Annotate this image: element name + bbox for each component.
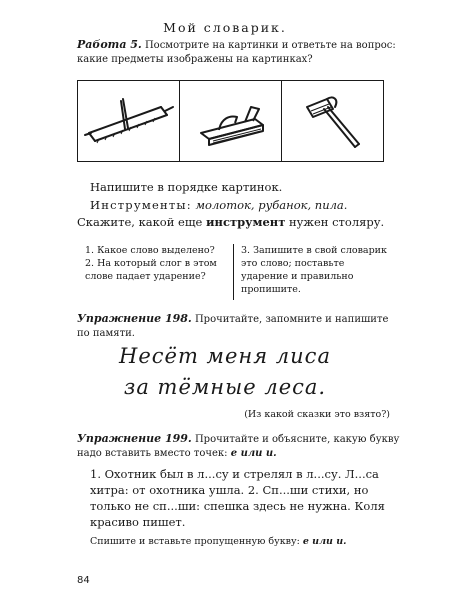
tools-label: Инструменты: bbox=[90, 198, 192, 212]
exercise-198-text: Прочитайте, запомните и напишите по памяти. bbox=[77, 314, 389, 339]
exercise-199-label: Упражнение 199. bbox=[77, 432, 192, 445]
final-letters: е или и. bbox=[302, 536, 347, 547]
carpenter-question bbox=[77, 215, 384, 229]
work5-text: Посмотрите на картинки и ответьте на вопрос: какие предметы изображены на картинках? bbox=[77, 40, 396, 65]
exercise-199 bbox=[77, 432, 400, 461]
questions-left bbox=[85, 244, 233, 283]
exercise-198-label: Упражнение 198. bbox=[77, 312, 192, 325]
saw-icon bbox=[81, 89, 177, 153]
page-number: 84 bbox=[77, 575, 90, 586]
ask-bold-word: инструмент bbox=[206, 215, 286, 229]
exercise-199-letters: е или и. bbox=[230, 448, 277, 459]
work5-instruction bbox=[77, 38, 400, 67]
saw-picture bbox=[78, 81, 180, 161]
tools-line bbox=[90, 198, 347, 212]
source-question: (Из какой сказки это взято?) bbox=[244, 409, 390, 420]
plane-picture bbox=[180, 81, 282, 161]
questions-divider bbox=[233, 244, 234, 300]
questions-right: 3. Запишите в свой словарик это слово; поставьте ударение и правильно пропишите. bbox=[241, 245, 387, 295]
exercise-198 bbox=[77, 312, 400, 341]
question-2: 2. На который слог в этом слове падает ударение? bbox=[85, 258, 217, 282]
plane-icon bbox=[191, 89, 271, 153]
write-instruction: Напишите в порядке картинок. bbox=[90, 180, 283, 194]
exercise-text: 1. Охотник был в л...су и стрелял в л...су. Л...са хитра: от охотника ушла. 2. Сп...ши стихи, но только не сп...ши: спешка здесь не нужна. Коля красиво пишет. bbox=[90, 467, 385, 529]
tool-pictures-frame bbox=[77, 80, 384, 162]
question-1: 1. Какое слово выделено? bbox=[85, 245, 215, 256]
page-title: Мой словарик. bbox=[163, 20, 287, 35]
final-text: Спишите и вставьте пропущенную букву: bbox=[90, 536, 300, 547]
ask-after: нужен столяру. bbox=[285, 215, 385, 229]
verse-line-2: за тёмные леса. bbox=[123, 375, 327, 399]
hammer-picture bbox=[282, 81, 383, 161]
final-instruction bbox=[90, 536, 346, 547]
work5-label: Работа 5. bbox=[77, 38, 142, 51]
questions-block bbox=[77, 244, 387, 300]
exercise-199-text: Прочитайте и объясните, какую букву надо вставить вместо точек: bbox=[77, 434, 400, 459]
hammer-icon bbox=[293, 89, 373, 153]
verse-line-1: Несёт меня лиса bbox=[119, 344, 331, 368]
ask-before: Скажите, какой еще bbox=[77, 215, 206, 229]
tools-list: молоток, рубанок, пила. bbox=[195, 198, 348, 212]
